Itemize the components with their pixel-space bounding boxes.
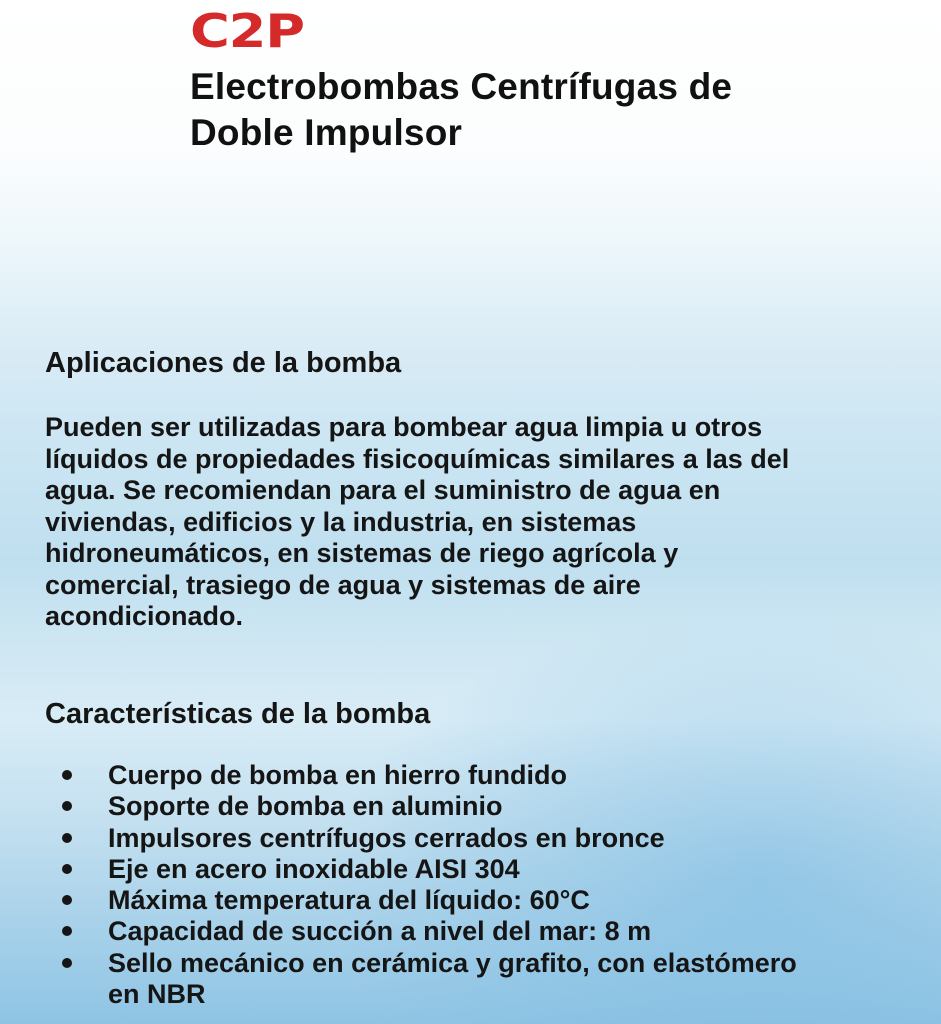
c2p-logo: C2P <box>190 4 304 58</box>
applications-heading: Aplicaciones de la bomba <box>45 347 402 379</box>
feature-list-item <box>0 885 941 916</box>
bullet-icon <box>62 864 72 874</box>
feature-text <box>108 948 941 1011</box>
product-title-line: Doble Impulsor <box>190 112 463 153</box>
feature-list-item <box>0 791 941 822</box>
feature-list-item <box>0 948 941 1011</box>
paragraph-line: comercial, trasiego de agua y sistemas de aire <box>45 569 641 600</box>
bullet-icon <box>62 895 72 905</box>
feature-text-line: en NBR <box>108 979 206 1010</box>
feature-text: Cuerpo de bomba en hierro fundido <box>108 760 567 790</box>
feature-list-item <box>0 823 941 854</box>
bullet-icon <box>62 770 72 780</box>
paragraph-line: Pueden ser utilizadas para bombear agua limpia u otros <box>45 412 763 442</box>
paragraph-line: acondicionado. <box>45 601 244 631</box>
feature-text: Eje en acero inoxidable AISI 304 <box>108 853 520 884</box>
bullet-icon <box>62 801 72 811</box>
bullet-icon <box>62 833 72 843</box>
features-heading: Características de la bomba <box>45 698 431 730</box>
paragraph-line: viviendas, edificios y la industria, en sistemas <box>45 506 637 537</box>
feature-text: Impulsores centrífugos cerrados en bronce <box>108 822 665 853</box>
feature-text: Soporte de bomba en aluminio <box>108 791 503 822</box>
bullet-icon <box>62 926 72 936</box>
paragraph-line: hidroneumáticos, en sistemas de riego agrícola y <box>45 538 679 568</box>
paragraph-line: líquidos de propiedades fisicoquímicas similares a las del <box>45 443 790 474</box>
features-list <box>0 760 941 1010</box>
bullet-icon <box>62 958 72 968</box>
feature-text: Máxima temperatura del líquido: 60°C <box>108 885 590 916</box>
paragraph-line: agua. Se recomiendan para el suministro de agua en <box>45 475 721 505</box>
feature-list-item <box>0 916 941 947</box>
feature-text: Capacidad de succión a nivel del mar: 8 m <box>108 916 652 947</box>
feature-list-item <box>0 760 941 791</box>
product-title <box>190 64 732 156</box>
applications-paragraph <box>45 412 789 633</box>
product-title-line: Electrobombas Centrífugas de <box>190 66 733 107</box>
feature-list-item <box>0 854 941 885</box>
feature-text-line: Sello mecánico en cerámica y grafito, con elastómero <box>108 947 797 978</box>
